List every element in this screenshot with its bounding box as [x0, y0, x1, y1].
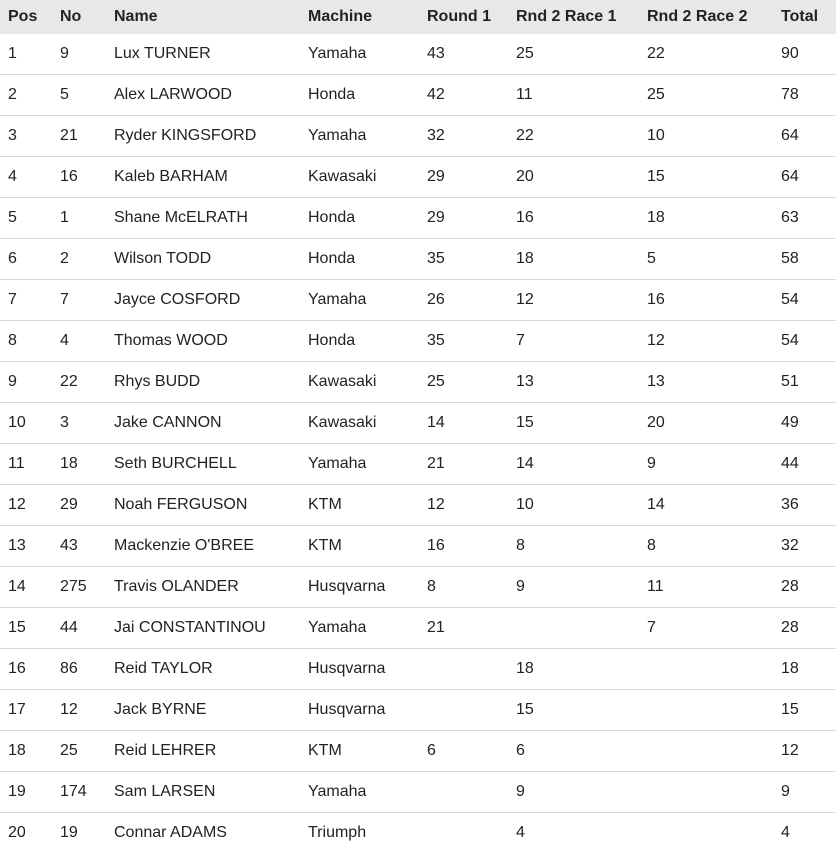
table-row [0, 280, 836, 321]
table-row [0, 403, 836, 444]
table-row [0, 485, 836, 526]
machine-cell: Husqvarna [300, 567, 419, 608]
rnd-2-race-1-cell: 9 [508, 567, 639, 608]
rnd-2-race-1-cell: 12 [508, 280, 639, 321]
column-header-name[interactable]: Name [106, 0, 300, 34]
table-row [0, 649, 836, 690]
machine-cell: Kawasaki [300, 403, 419, 444]
table-row [0, 772, 836, 813]
name-cell: Ryder KINGSFORD [106, 116, 300, 157]
pos-cell: 19 [0, 772, 52, 813]
table-row [0, 157, 836, 198]
rnd-2-race-2-cell: 10 [639, 116, 773, 157]
rnd-2-race-1-cell: 15 [508, 690, 639, 731]
column-header-machine[interactable]: Machine [300, 0, 419, 34]
rnd-2-race-1-cell: 8 [508, 526, 639, 567]
rnd-2-race-2-cell: 22 [639, 34, 773, 75]
machine-cell: Honda [300, 321, 419, 362]
column-header-rnd-2-race-2[interactable]: Rnd 2 Race 2 [639, 0, 773, 34]
table-row [0, 75, 836, 116]
no-cell: 22 [52, 362, 106, 403]
pos-cell: 6 [0, 239, 52, 280]
pos-cell: 7 [0, 280, 52, 321]
rnd-2-race-1-cell: 13 [508, 362, 639, 403]
no-cell: 1 [52, 198, 106, 239]
no-cell: 21 [52, 116, 106, 157]
rnd-2-race-2-cell: 18 [639, 198, 773, 239]
name-cell: Travis OLANDER [106, 567, 300, 608]
rnd-2-race-2-cell: 20 [639, 403, 773, 444]
table-row [0, 198, 836, 239]
rnd-2-race-1-cell: 20 [508, 157, 639, 198]
round-1-cell: 8 [419, 567, 508, 608]
no-cell: 44 [52, 608, 106, 649]
rnd-2-race-2-cell: 25 [639, 75, 773, 116]
rnd-2-race-1-cell: 18 [508, 239, 639, 280]
no-cell: 275 [52, 567, 106, 608]
total-cell: 9 [773, 772, 836, 813]
name-cell: Connar ADAMS [114, 824, 227, 841]
round-1-cell [419, 772, 508, 813]
rnd-2-race-1-cell: 4 [516, 824, 525, 841]
total-cell: 36 [773, 485, 836, 526]
rnd-2-race-1-cell: 11 [508, 75, 639, 116]
table-row [0, 116, 836, 157]
table-row [0, 690, 836, 731]
name-cell: Wilson TODD [106, 239, 300, 280]
pos-cell: 13 [0, 526, 52, 567]
pos-cell: 3 [0, 116, 52, 157]
name-cell: Reid LEHRER [106, 731, 300, 772]
table-row [0, 321, 836, 362]
name-cell: Jai CONSTANTINOU [106, 608, 300, 649]
rnd-2-race-1-cell: 15 [508, 403, 639, 444]
rnd-2-race-1-cell: 9 [508, 772, 639, 813]
pos-cell: 20 [8, 824, 26, 841]
rnd-2-race-2-cell: 5 [639, 239, 773, 280]
column-header-rnd-2-race-1[interactable]: Rnd 2 Race 1 [508, 0, 639, 34]
table-row [0, 567, 836, 608]
round-1-cell: 29 [419, 198, 508, 239]
total-cell: 12 [773, 731, 836, 772]
table-row [0, 608, 836, 649]
rnd-2-race-2-cell [639, 649, 773, 690]
pos-cell: 11 [0, 444, 52, 485]
no-cell: 18 [52, 444, 106, 485]
round-1-cell: 21 [419, 444, 508, 485]
round-1-cell: 12 [419, 485, 508, 526]
name-cell: Thomas WOOD [106, 321, 300, 362]
round-1-cell: 43 [419, 34, 508, 75]
rnd-2-race-1-cell [508, 608, 639, 649]
rnd-2-race-2-cell [639, 690, 773, 731]
round-1-cell: 26 [419, 280, 508, 321]
round-1-cell [419, 649, 508, 690]
total-cell: 54 [773, 280, 836, 321]
rnd-2-race-2-cell: 9 [639, 444, 773, 485]
rnd-2-race-2-cell: 15 [639, 157, 773, 198]
table-row [0, 526, 836, 567]
round-1-cell: 35 [419, 239, 508, 280]
name-cell: Rhys BUDD [106, 362, 300, 403]
no-cell: 29 [52, 485, 106, 526]
machine-cell: Honda [300, 75, 419, 116]
table-row [0, 34, 836, 75]
no-cell: 2 [52, 239, 106, 280]
machine-cell: KTM [300, 526, 419, 567]
pos-cell: 9 [0, 362, 52, 403]
no-cell: 4 [52, 321, 106, 362]
column-header-pos[interactable]: Pos [0, 0, 52, 34]
pos-cell: 8 [0, 321, 52, 362]
total-cell: 28 [773, 608, 836, 649]
rnd-2-race-2-cell: 16 [639, 280, 773, 321]
pos-cell: 14 [0, 567, 52, 608]
rnd-2-race-2-cell: 11 [639, 567, 773, 608]
column-header-no[interactable]: No [52, 0, 106, 34]
no-cell: 86 [52, 649, 106, 690]
no-cell: 16 [52, 157, 106, 198]
pos-cell: 10 [0, 403, 52, 444]
machine-cell: Kawasaki [300, 362, 419, 403]
pos-cell: 17 [0, 690, 52, 731]
round-1-cell: 32 [419, 116, 508, 157]
machine-cell: Triumph [308, 824, 367, 841]
pos-cell: 18 [0, 731, 52, 772]
name-cell: Jake CANNON [106, 403, 300, 444]
rnd-2-race-1-cell: 10 [508, 485, 639, 526]
machine-cell: Honda [300, 239, 419, 280]
machine-cell: Yamaha [300, 280, 419, 321]
total-cell: 64 [773, 157, 836, 198]
machine-cell: Yamaha [300, 116, 419, 157]
rnd-2-race-1-cell: 16 [508, 198, 639, 239]
round-1-cell: 29 [419, 157, 508, 198]
machine-cell: Husqvarna [300, 690, 419, 731]
table-row [0, 239, 836, 280]
table-row [0, 813, 836, 854]
pos-cell: 2 [0, 75, 52, 116]
name-cell: Mackenzie O'BREE [106, 526, 300, 567]
rnd-2-race-1-cell: 14 [508, 444, 639, 485]
machine-cell: Yamaha [300, 772, 419, 813]
column-header-total[interactable]: Total [773, 0, 836, 34]
rnd-2-race-1-cell: 7 [508, 321, 639, 362]
rnd-2-race-1-cell: 18 [508, 649, 639, 690]
no-cell: 43 [52, 526, 106, 567]
no-cell: 174 [52, 772, 106, 813]
pos-cell: 5 [0, 198, 52, 239]
machine-cell: KTM [300, 485, 419, 526]
total-cell: 58 [773, 239, 836, 280]
machine-cell: Yamaha [300, 444, 419, 485]
name-cell: Jack BYRNE [106, 690, 300, 731]
column-header-round-1[interactable]: Round 1 [419, 0, 508, 34]
machine-cell: Yamaha [300, 608, 419, 649]
total-cell: 54 [773, 321, 836, 362]
name-cell: Sam LARSEN [106, 772, 300, 813]
name-cell: Reid TAYLOR [106, 649, 300, 690]
machine-cell: Husqvarna [300, 649, 419, 690]
round-1-cell: 42 [419, 75, 508, 116]
round-1-cell: 6 [419, 731, 508, 772]
rnd-2-race-2-cell: 7 [639, 608, 773, 649]
total-cell: 15 [773, 690, 836, 731]
no-cell: 9 [52, 34, 106, 75]
round-1-cell [419, 813, 508, 854]
name-cell: Shane McELRATH [106, 198, 300, 239]
pos-cell: 16 [0, 649, 52, 690]
table-body [0, 34, 836, 853]
pos-cell: 12 [0, 485, 52, 526]
rnd-2-race-2-cell: 14 [639, 485, 773, 526]
name-cell: Noah FERGUSON [106, 485, 300, 526]
total-cell: 44 [773, 444, 836, 485]
no-cell: 19 [60, 824, 78, 841]
no-cell: 3 [52, 403, 106, 444]
total-cell: 28 [773, 567, 836, 608]
no-cell: 25 [52, 731, 106, 772]
pos-cell: 4 [0, 157, 52, 198]
rnd-2-race-2-cell [639, 813, 773, 854]
total-cell: 32 [773, 526, 836, 567]
rnd-2-race-2-cell: 13 [639, 362, 773, 403]
total-cell: 18 [773, 649, 836, 690]
machine-cell: Honda [300, 198, 419, 239]
table-row [0, 362, 836, 403]
name-cell: Alex LARWOOD [106, 75, 300, 116]
total-cell: 51 [773, 362, 836, 403]
name-cell: Lux TURNER [106, 34, 300, 75]
total-cell: 4 [781, 824, 790, 841]
round-1-cell [419, 690, 508, 731]
total-cell: 90 [773, 34, 836, 75]
round-1-cell: 16 [419, 526, 508, 567]
no-cell: 7 [52, 280, 106, 321]
rnd-2-race-2-cell: 8 [639, 526, 773, 567]
rnd-2-race-2-cell [639, 772, 773, 813]
pos-cell: 1 [0, 34, 52, 75]
no-cell: 12 [52, 690, 106, 731]
total-cell: 63 [773, 198, 836, 239]
name-cell: Jayce COSFORD [106, 280, 300, 321]
name-cell: Seth BURCHELL [106, 444, 300, 485]
rnd-2-race-1-cell: 22 [508, 116, 639, 157]
total-cell: 78 [773, 75, 836, 116]
no-cell: 5 [52, 75, 106, 116]
header-row [0, 0, 836, 34]
rnd-2-race-1-cell: 6 [508, 731, 639, 772]
machine-cell: Kawasaki [300, 157, 419, 198]
rnd-2-race-2-cell: 12 [639, 321, 773, 362]
round-1-cell: 35 [419, 321, 508, 362]
pos-cell: 15 [0, 608, 52, 649]
table-row [0, 731, 836, 772]
total-cell: 49 [773, 403, 836, 444]
round-1-cell: 21 [419, 608, 508, 649]
machine-cell: Yamaha [300, 34, 419, 75]
table-header [0, 0, 836, 34]
rnd-2-race-2-cell [639, 731, 773, 772]
rnd-2-race-1-cell: 25 [508, 34, 639, 75]
total-cell: 64 [773, 116, 836, 157]
round-1-cell: 14 [419, 403, 508, 444]
table-row [0, 444, 836, 485]
round-1-cell: 25 [419, 362, 508, 403]
machine-cell: KTM [300, 731, 419, 772]
name-cell: Kaleb BARHAM [106, 157, 300, 198]
